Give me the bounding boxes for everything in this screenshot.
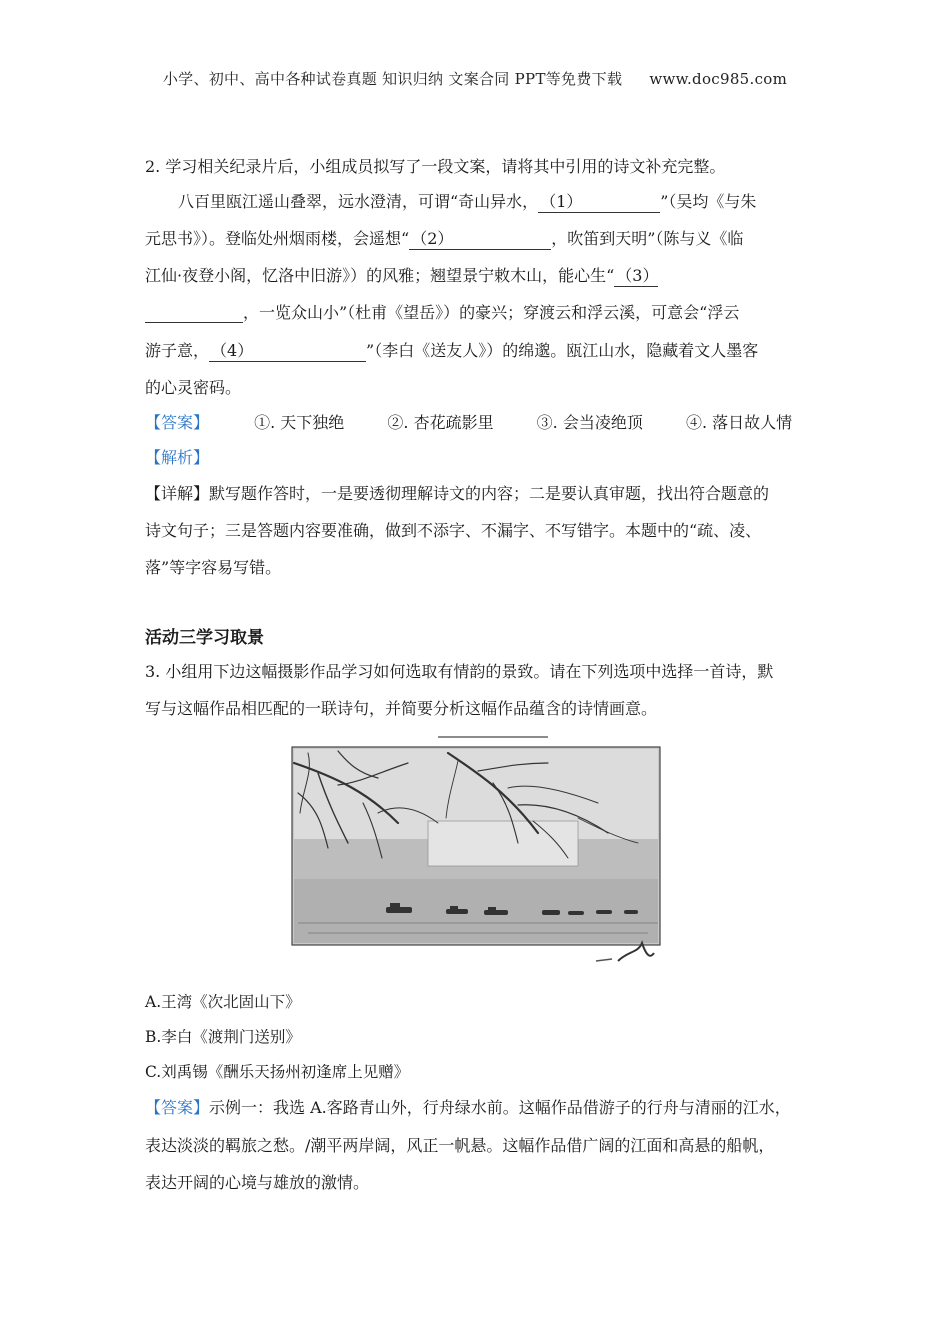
blank-3-cont xyxy=(145,303,243,323)
photo-river-boats xyxy=(278,733,664,973)
detail-line-1: 【详解】默写题作答时，一是要透彻理解诗文的内容；二是要认真审题，找出符合题意的 xyxy=(145,484,770,503)
analysis-tag: 【解析】 xyxy=(145,448,210,467)
q2-answer xyxy=(145,410,830,433)
q2-line-2: 元思书》）。登临处州烟雨楼，会遥想“ （2） ，吹笛到天明”（陈与义《临 xyxy=(145,226,743,250)
q2-line-1: 八百里瓯江遥山叠翠，远水澄清，可谓“奇山异水， （1） ”（吴均《与朱 xyxy=(178,189,756,213)
detail-line-2: 诗文句子；三是答题内容要准确，做到不添字、不漏字、不写错字。本题中的“疏、凌、 xyxy=(145,521,762,540)
blank-4: （4） xyxy=(209,338,366,362)
q3-prompt-1: 3. 小组用下边这幅摄影作品学习如何选取有情韵的景致。请在下列选项中选择一首诗，默 xyxy=(145,662,774,681)
blank-1: （1） xyxy=(538,189,660,213)
blank-2: （2） xyxy=(409,226,551,250)
option-b: B.李白《渡荆门送别》 xyxy=(145,1028,301,1046)
answer-tag: 【答案】 xyxy=(145,413,210,432)
q2-line-3: 江仙·夜登小阁，忆洛中旧游》）的风雅；翘望景宁敕木山，能心生“ （3） xyxy=(145,263,658,287)
section-heading: 活动三学习取景 xyxy=(145,628,264,648)
blank-3: （3） xyxy=(614,263,658,287)
q2-line-4: ，一览众山小”（杜甫《望岳》）的豪兴；穿渡云和浮云溪，可意会“浮云 xyxy=(145,300,739,323)
q2-line-6: 的心灵密码。 xyxy=(145,378,242,397)
answer-item: ③. 会当凌绝顶 xyxy=(536,413,643,432)
detail-tag: 【详解】 xyxy=(145,484,210,503)
q3-prompt-2: 写与这幅作品相匹配的一联诗句，并简要分析这幅作品蕴含的诗情画意。 xyxy=(145,699,658,718)
page-header xyxy=(0,68,950,89)
answer-item: ④. 落日故人情 xyxy=(685,413,793,432)
q2-line-5: 游子意， （4） ”（李白《送友人》）的绵邈。瓯江山水，隐藏着文人墨客 xyxy=(145,338,758,362)
q3-answer-line-3: 表达开阔的心境与雄放的激情。 xyxy=(145,1173,370,1192)
detail-line-3: 落”等字容易写错。 xyxy=(145,558,282,577)
header-text: 小学、初中、高中各种试卷真题 知识归纳 文案合同 PPT等免费下载 xyxy=(162,70,623,88)
option-a: A.王湾《次北固山下》 xyxy=(145,993,301,1011)
q3-answer-line-1: 【答案】示例一：我选 A.客路青山外，行舟绿水前。这幅作品借游子的行舟与清丽的江水， xyxy=(145,1098,791,1117)
header-site-link[interactable]: www.doc985.com xyxy=(649,70,788,88)
q2-prompt: 2. 学习相关纪录片后，小组成员拟写了一段文案，请将其中引用的诗文补充完整。 xyxy=(145,157,726,176)
option-c: C.刘禹锡《酬乐天扬州初逢席上见赠》 xyxy=(145,1063,410,1081)
answer-item: ①. 天下独绝 xyxy=(254,413,345,432)
q3-answer-line-2: 表达淡淡的羁旅之愁。/潮平两岸阔，风正一帆悬。这幅作品借广阔的江面和高悬的船帆， xyxy=(145,1136,775,1155)
answer-item: ②. 杏花疏影里 xyxy=(387,413,494,432)
answer-tag: 【答案】 xyxy=(145,1098,210,1117)
